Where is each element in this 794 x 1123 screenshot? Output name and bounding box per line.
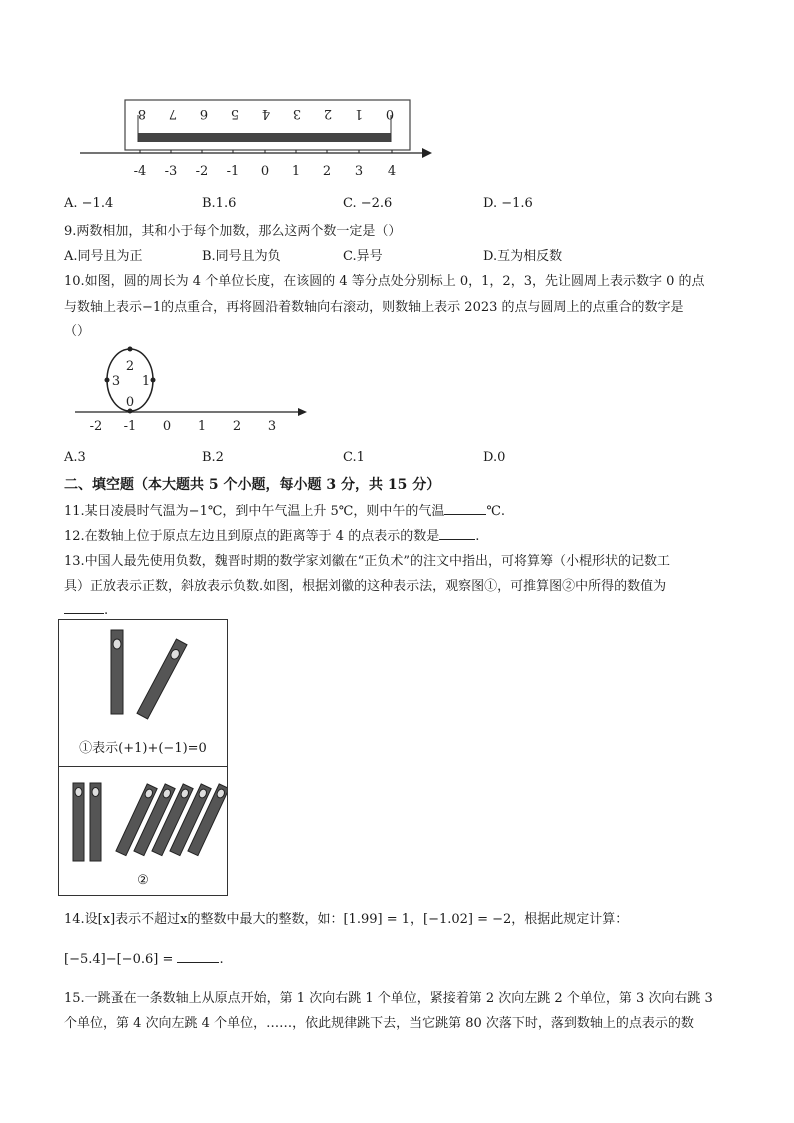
- axis-label: 1: [291, 164, 301, 179]
- ruler-bar: [138, 133, 391, 142]
- fig1-caption: ①表示(+1)+(−1)=0: [79, 741, 207, 756]
- circle-point-2: [128, 347, 133, 352]
- q10-option-d[interactable]: D.0: [483, 450, 506, 465]
- q11-answer-blank[interactable]: [444, 501, 486, 515]
- q12-end: .: [475, 529, 480, 544]
- axis-label: -2: [195, 164, 209, 179]
- axis-arrow: [298, 408, 307, 416]
- q9-option-b[interactable]: B.同号且为负: [202, 249, 281, 264]
- axis-label: 0: [260, 164, 270, 179]
- rod-upright: [73, 783, 84, 861]
- q9-option-c[interactable]: C.异号: [343, 249, 383, 264]
- q11: [64, 500, 505, 519]
- axis-label: -3: [164, 164, 178, 179]
- circle-label-0: 0: [125, 395, 135, 410]
- ruler-tick-2: 2: [323, 106, 333, 121]
- circle-point-3: [105, 378, 110, 383]
- q11-text: 11.某日凌晨时气温为−1℃，到中午气温上升 5℃，则中午的气温: [64, 504, 445, 519]
- axis-label: -1: [226, 164, 240, 179]
- q8-option-a[interactable]: A. −1.4: [64, 196, 114, 211]
- q12-answer-blank[interactable]: [439, 526, 475, 540]
- axis-label: -1: [123, 419, 137, 434]
- q15-line2: 个单位，第 4 次向左跳 4 个单位，……，依此规律跳下去，当它跳第 80 次落下时，落到数轴上的点表示的数: [64, 1016, 694, 1031]
- axis-arrow: [422, 148, 432, 158]
- q13-line3: [64, 600, 108, 618]
- q10-option-c[interactable]: C.1: [343, 450, 365, 465]
- ruler-tick-0: 0: [385, 106, 395, 121]
- circle-label-3: 3: [111, 374, 121, 389]
- q8-option-c[interactable]: C. −2.6: [343, 196, 393, 211]
- ruler-tick-4: 4: [261, 106, 271, 121]
- q10-option-a[interactable]: A.3: [64, 450, 86, 465]
- rod-upright: [111, 630, 123, 714]
- axis-label: 1: [197, 419, 207, 434]
- q13-line1: 13.中国人最先使用负数，魏晋时期的数学家刘徽在“正负术”的注文中指出，可将算筹（小棍形状的记数工: [64, 554, 670, 569]
- q9-option-d[interactable]: D.互为相反数: [483, 249, 563, 264]
- q14-answer-blank[interactable]: [177, 949, 219, 963]
- section-title: 二、填空题（本大题共 5 个小题，每小题 3 分，共 15 分）: [64, 477, 441, 493]
- axis-label: -4: [133, 164, 147, 179]
- q14-line2: [64, 949, 224, 967]
- q10-stem-line2: 与数轴上表示−1的点重合，再将圆沿着数轴向右滚动，则数轴上表示 2023 的点与圆周上的点重合的数字是: [64, 300, 684, 315]
- q13-line2: 具）正放表示正数，斜放表示负数.如图，根据刘徽的这种表示法，观察图①，可推算图②中所得的数值为: [64, 579, 667, 594]
- q13-answer-blank[interactable]: [64, 600, 104, 614]
- circle-axis-figure: [70, 342, 320, 434]
- axis-label: 0: [162, 419, 172, 434]
- counting-rods-figure: [58, 619, 228, 896]
- circle-label-1: 1: [141, 374, 151, 389]
- counting-rods-svg: [59, 620, 227, 895]
- q13-end: .: [104, 603, 109, 618]
- axis-label: -2: [89, 419, 103, 434]
- ruler-tick-7: 7: [168, 106, 178, 121]
- ruler-tick-6: 6: [199, 106, 209, 121]
- q8-option-d[interactable]: D. −1.6: [483, 196, 533, 211]
- ruler-tick-8: 8: [137, 106, 147, 121]
- q14-line1: 14.设[x]表示不超过x的整数中最大的整数，如：[1.99] = 1，[−1.02] = −2，根据此规定计算：: [64, 912, 629, 927]
- rod-upright: [90, 783, 101, 861]
- axis-label: 3: [267, 419, 277, 434]
- circle-axis-svg: [70, 342, 320, 434]
- fig2-caption: ②: [137, 873, 149, 888]
- q10-stem-line1: 10.如图，圆的周长为 4 个单位长度，在该圆的 4 等分点处分别标上 0，1，2，3，先让圆周上表示数字 0 的点: [64, 274, 705, 289]
- q8-option-b[interactable]: B.1.6: [202, 196, 237, 211]
- q12-text: 12.在数轴上位于原点左边且到原点的距离等于 4 的点表示的数是: [64, 529, 440, 544]
- q12: [64, 525, 479, 544]
- q14-expression: [−5.4]−[−0.6] =: [64, 952, 174, 967]
- ruler-figure: [70, 95, 440, 185]
- axis-label: 2: [232, 419, 242, 434]
- circle-label-2: 2: [125, 359, 135, 374]
- q10-stem-line3: （）: [64, 324, 91, 339]
- axis-label: 3: [354, 164, 364, 179]
- ruler-figure-svg: [70, 95, 440, 185]
- q14-end: .: [219, 952, 224, 967]
- rod-slanted: [137, 639, 187, 719]
- q11-unit: ℃.: [486, 504, 506, 519]
- q10-option-b[interactable]: B.2: [202, 450, 224, 465]
- ruler-tick-3: 3: [292, 106, 302, 121]
- axis-label: 4: [387, 164, 397, 179]
- ruler-tick-1: 1: [354, 106, 364, 121]
- q15-line1: 15.一跳蚤在一条数轴上从原点开始，第 1 次向右跳 1 个单位，紧接着第 2 次向左跳 2 个单位，第 3 次向右跳 3: [64, 991, 713, 1006]
- q9-option-a[interactable]: A.同号且为正: [64, 249, 143, 264]
- ruler-tick-5: 5: [230, 106, 240, 121]
- circle-point-1: [151, 378, 156, 383]
- axis-label: 2: [322, 164, 332, 179]
- q9-stem: 9.两数相加，其和小于每个加数，那么这两个数一定是（）: [64, 224, 402, 239]
